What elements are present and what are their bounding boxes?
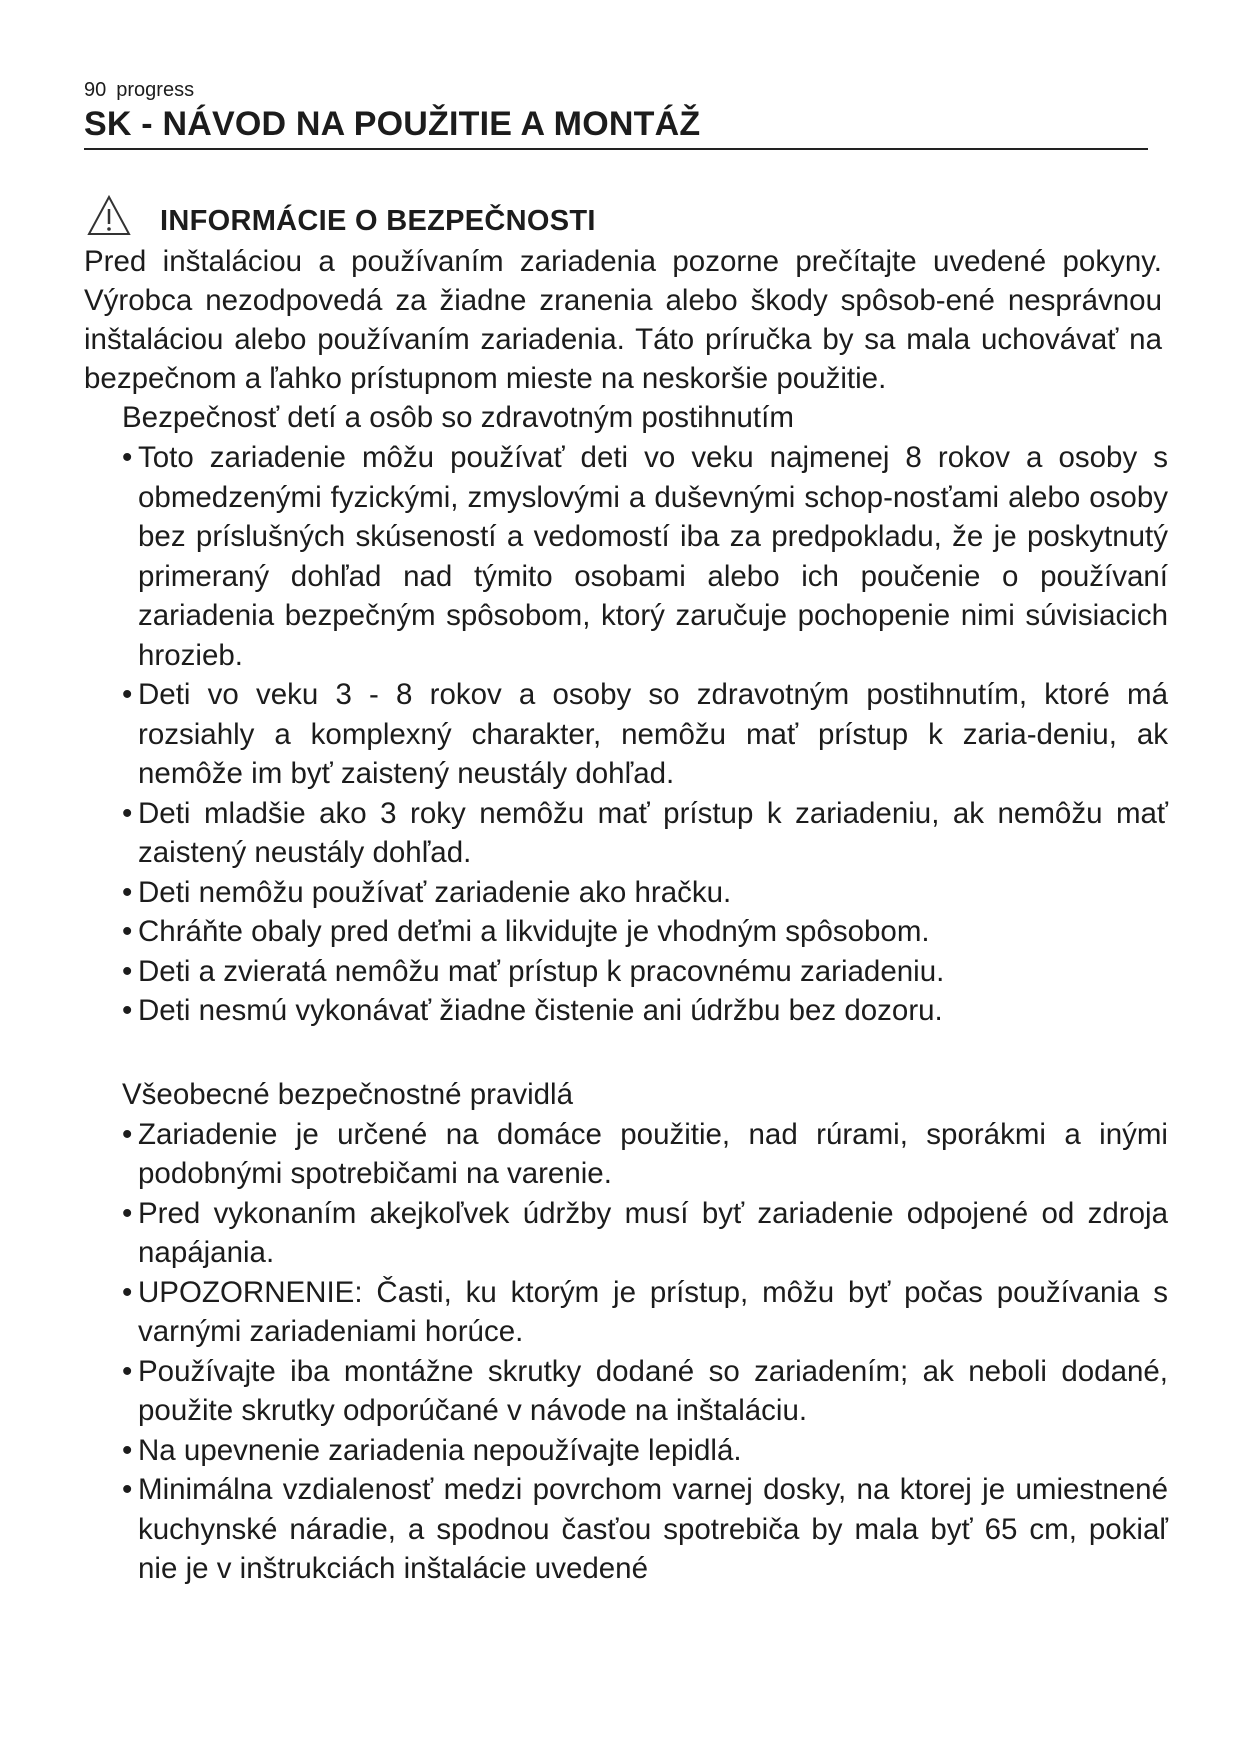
section-heading — [84, 192, 1160, 238]
warning-triangle-icon — [86, 194, 132, 238]
list-item: • Toto zariadenie môžu používať deti vo veku najmenej 8 rokov a osoby s obmedzenými fyzickými, zmyslovými a duševnými schop-nosťami alebo osoby bez príslušných skúseností a vedomostí iba za predpokladu, že je poskytnutý primeraný dohľad nad týmito osobami alebo ich poučenie o používaní zariadenia bezpečným spôsobom, ktorý zaručuje pochopenie nimi súvisiacich hrozieb. — [122, 438, 1168, 675]
spacer — [84, 1031, 1160, 1075]
bullet-marker: • — [122, 1196, 133, 1230]
bullet-marker: • — [122, 875, 133, 909]
running-header — [84, 78, 1160, 102]
list-item: • Na upevnenie zariadenia nepoužívajte lepidlá. — [122, 1431, 1168, 1471]
list-item: • Pred vykonaním akejkoľvek údržby musí byť zariadenie odpojené od zdroja napájania. — [122, 1194, 1168, 1273]
general-safety-heading: Všeobecné bezpečnostné pravidlá — [122, 1077, 574, 1111]
bullet-marker: • — [122, 1117, 133, 1151]
list-item: • UPOZORNENIE: Časti, ku ktorým je prístup, môžu byť počas používania s varnými zariadeniami horúce. — [122, 1273, 1168, 1352]
list-item: • Používajte iba montážne skrutky dodané so zariadením; ak neboli dodané, použite skrutky odporúčané v návode na inštaláciu. — [122, 1352, 1168, 1431]
list-item: • Zariadenie je určené na domáce použitie, nad rúrami, sporákmi a inými podobnými spotrebičami na varenie. — [122, 1115, 1168, 1194]
list-item: • Deti vo veku 3 - 8 rokov a osoby so zdravotným postihnutím, ktoré má rozsiahly a komplexný charakter, nemôžu mať prístup k zaria-deniu, ak nemôže im byť zaistený neustály dohľad. — [122, 675, 1168, 794]
bullet-marker: • — [122, 1275, 133, 1309]
bullet-marker: • — [122, 1473, 133, 1506]
list-item: • Deti a zvieratá nemôžu mať prístup k pracovnému zariadeniu. — [122, 952, 1168, 992]
general-safety-list — [122, 1115, 1168, 1589]
bullet-marker: • — [122, 441, 133, 474]
bullet-marker: • — [122, 678, 133, 711]
page-number: 90 — [84, 79, 107, 101]
bullet-marker: • — [122, 915, 133, 948]
bullet-marker: • — [122, 796, 133, 830]
manual-page — [84, 78, 1168, 1589]
brand-name: progress — [116, 79, 195, 101]
section-title: INFORMÁCIE O BEZPEČNOSTI — [160, 205, 596, 237]
page-title: SK - NÁVOD NA POUŽITIE A MONTÁŽ — [84, 102, 1148, 150]
intro-paragraph: Pred inštaláciou a používaním zariadenia pozorne prečítajte uvedené pokyny. Výrobca nezodpovedá za žiadne zranenia alebo škody spôsob-ené nesprávnou inštaláciou alebo používaním zariadenia. Táto príručka by sa mala uchovávať na bezpečnom a ľahko prístupnom mieste na neskoršie použitie. — [84, 245, 1162, 395]
bullet-marker: • — [122, 994, 133, 1027]
list-item: • Deti nemôžu používať zariadenie ako hračku. — [122, 873, 1168, 913]
bullet-marker: • — [122, 1433, 133, 1467]
list-item: • Minimálna vzdialenosť medzi povrchom varnej dosky, na ktorej je umiestnené kuchynské náradie, a spodnou časťou spotrebiča by mala byť 65 cm, pokiaľ nie je v inštrukciách inštalácie uvedené — [122, 1470, 1168, 1589]
list-item: • Chráňte obaly pred deťmi a likvidujte je vhodným spôsobom. — [122, 912, 1168, 952]
list-item: • Deti nesmú vykonávať žiadne čistenie ani údržbu bez dozoru. — [122, 991, 1168, 1031]
bullet-marker: • — [122, 1354, 133, 1388]
children-safety-list — [122, 438, 1168, 1031]
bullet-marker: • — [122, 954, 133, 988]
children-safety-heading: Bezpečnosť detí a osôb so zdravotným postihnutím — [122, 401, 794, 434]
list-item: • Deti mladšie ako 3 roky nemôžu mať prístup k zariadeniu, ak nemôžu mať zaistený neustály dohľad. — [122, 794, 1168, 873]
